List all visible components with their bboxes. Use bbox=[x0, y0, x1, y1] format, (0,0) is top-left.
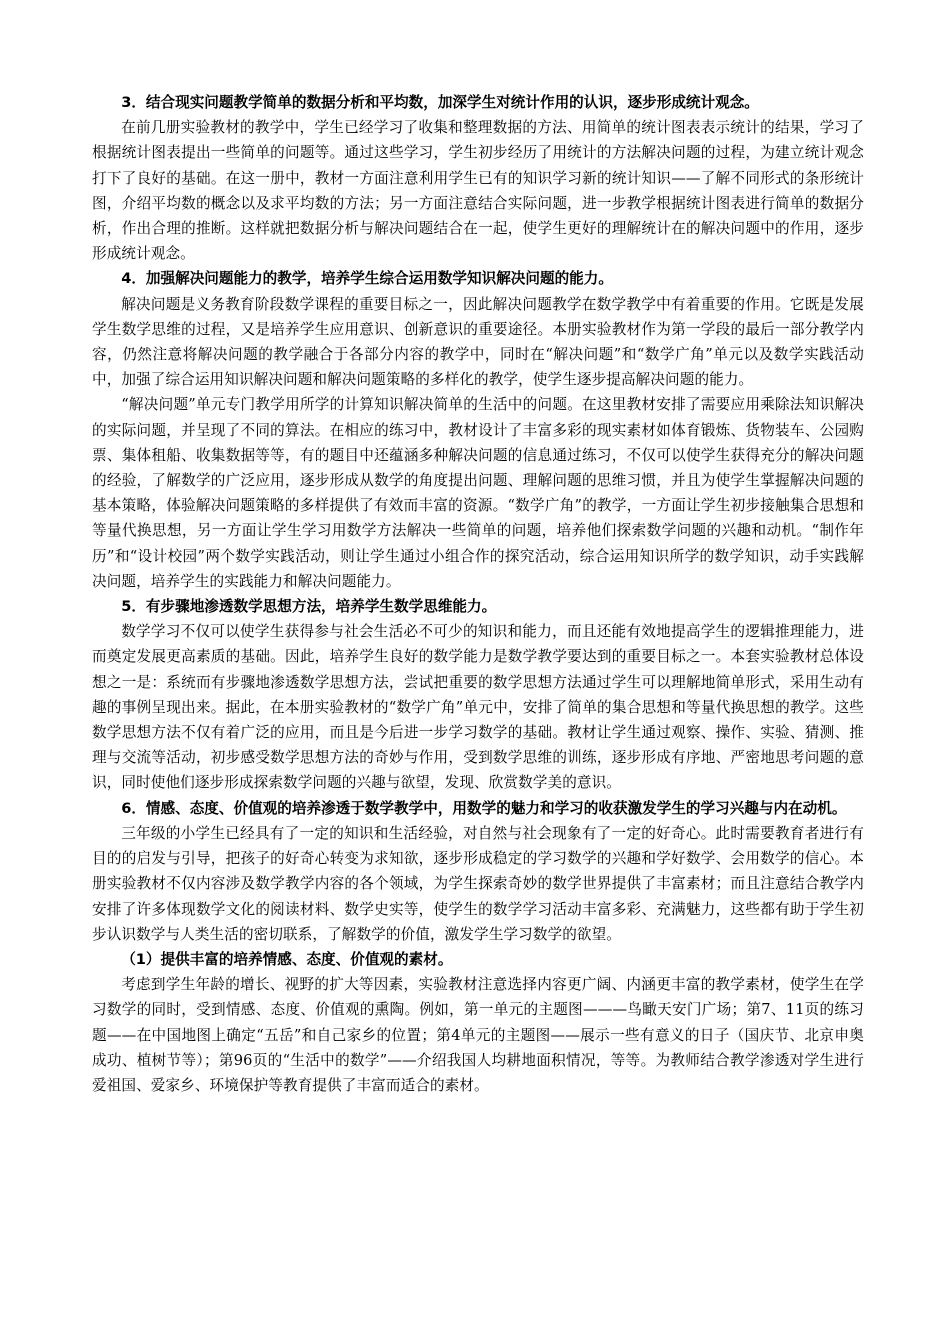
section-4-paragraph-2: “解决问题”单元专门教学用所学的计算知识解决简单的生活中的问题。在这里教材安排了需要应用乘除法知识解决的实际问题，并呈现了不同的算法。在相应的练习中，教材设计了丰富多彩的现实素材如体育锻炼、货物装车、公园购票、集体租船、收集数据等等，有的题目中还蕴涵多种解决问题的信息通过练习，不仅可以使学生获得充分的解决问题的经验，了解数学的广泛应用，逐步形成从数学的角度提出问题、理解问题的思维习惯，并且为使学生掌握解决问题的基本策略，体验解决问题策略的多样提供了有效而丰富的资源。“数学广角”的教学，一方面让学生初步接触集合思想和等量代换思想，另一方面让学生学习用数学方法解决一些简单的问题，培养他们探索数学问题的兴趣和动机。“制作年历”和“设计校园”两个数学实践活动，则让学生通过小组合作的探究活动，综合运用知识所学的数学知识，动手实践解决问题，培养学生的实践能力和解决问题能力。 bbox=[92, 396, 864, 590]
section-heading-4: 4．加强解决问题能力的教学，培养学生综合运用数学知识解决问题的能力。 bbox=[121, 270, 613, 288]
section-heading-6: 6．情感、态度、价值观的培养渗透于数学教学中，用数学的魅力和学习的收获激发学生的学习兴趣与内在动机。 bbox=[121, 799, 847, 817]
section-4-paragraph-1: 解决问题是义务教育阶段数学课程的重要目标之一，因此解决问题教学在数学教学中有着重要的作用。它既是发展学生数学思维的过程，又是培养学生应用意识、创新意识的重要途径。本册实验教材作为第一学段的最后一部分教学内容，仍然注意将解决问题的教学融合于各部分内容的教学中，同时在“解决问题”和“数学广角”单元以及数学实践活动中，加强了综合运用知识解决问题和解决问题策略的多样化的教学，使学生逐步提高解决问题的能力。 bbox=[92, 295, 864, 389]
section-6-paragraph-1: 三年级的小学生已经具有了一定的知识和生活经验，对自然与社会现象有了一定的好奇心。此时需要教育者进行有目的的启发与引导，把孩子的好奇心转变为求知欲，逐步形成稳定的学习数学的兴趣和学好数学、会用数学的信心。本册实验教材不仅内容涉及数学教学内容的各个领域，为学生探索奇妙的数学世界提供了丰富素材；而且注意结合教学内安排了许多体现数学文化的阅读材料、数学史实等，使学生的数学学习活动丰富多彩、充满魅力，这些都有助于学生初步认识数学与人类生活的密切联系，了解数学的价值，激发学生学习数学的欲望。 bbox=[92, 824, 864, 943]
section-heading-5: 5．有步骤地渗透数学思想方法，培养学生数学思维能力。 bbox=[121, 598, 497, 616]
document-body bbox=[92, 90, 864, 1098]
subsection-6-1-paragraph-1: 考虑到学生年龄的增长、视野的扩大等因素，实验教材注意选择内容更广阔、内涵更丰富的教学素材，使学生在学习数学的同时，受到情感、态度、价值观的熏陶。例如，第一单元的主题图———鸟瞰天安门广场；第7、11页的练习题——在中国地图上确定“五岳”和自己家乡的位置；第4单元的主题图——展示一些有意义的日子（国庆节、北京申奥成功、植树节等）；第96页的“生活中的数学”——介绍我国人均耕地面积情况，等等。为教师结合教学渗透对学生进行爱祖国、爱家乡、环境保护等教育提供了丰富而适合的素材。 bbox=[92, 976, 864, 1094]
subsection-heading-6-1: （1）提供丰富的培养情感、态度、价值观的素材。 bbox=[121, 950, 453, 968]
section-5-paragraph-1: 数学学习不仅可以使学生获得参与社会生活必不可少的知识和能力，而且还能有效地提高学生的逻辑推理能力，进而奠定发展更高素质的基础。因此，培养学生良好的数学能力是数学教学要达到的重要目标之一。本套实验教材总体设想之一是：系统而有步骤地渗透数学思想方法，尝试把重要的数学思想方法通过学生可以理解地简单形式，采用生动有趣的事例呈现出来。据此，在本册实验教材的“数学广角”单元中，安排了简单的集合思想和等量代换思想的教学。这些数学思想方法不仅有着广泛的应用，而且是今后进一步学习数学的基础。教材让学生通过观察、操作、实验、猜测、推理与交流等活动，初步感受数学思想方法的奇妙与作用，受到数学思维的训练，逐步形成有序地、严密地思考问题的意识，同时使他们逐步形成探索数学问题的兴趣与欲望，发现、欣赏数学美的意识。 bbox=[92, 623, 864, 792]
section-heading-3: 3．结合现实问题教学简单的数据分析和平均数，加深学生对统计作用的认识，逐步形成统计观念。 bbox=[121, 94, 759, 111]
section-3-paragraph-1: 在前几册实验教材的教学中，学生已经学习了收集和整理数据的方法、用简单的统计图表表示统计的结果，学习了根据统计图表提出一些简单的问题等。通过这些学习，学生初步经历了用统计的方法解决问题的过程，为建立统计观念打下了良好的基础。在这一册中，教材一方面注意利用学生已有的知识学习新的统计知识——了解不同形式的条形统计图，介绍平均数的概念以及求平均数的方法；另一方面注意结合实际问题，进一步教学根据统计图表进行简单的数据分析，作出合理的推断。这样就把数据分析与解决问题结合在一起，使学生更好的理解统计在的解决问题中的作用，逐步形成统计观念。 bbox=[92, 119, 864, 263]
